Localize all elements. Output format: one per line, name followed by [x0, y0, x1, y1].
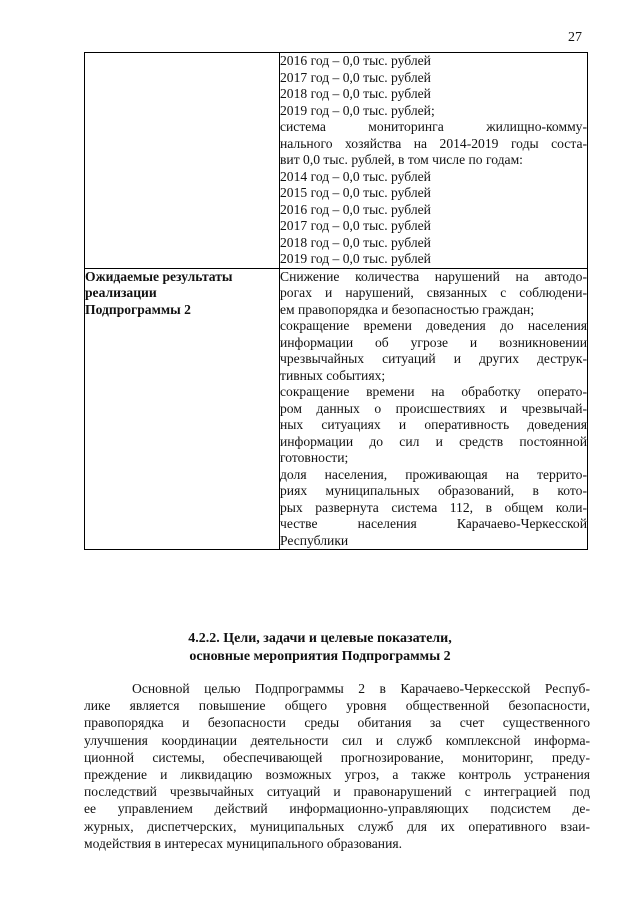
results-line: информации до сил и средств постоянной	[280, 433, 587, 449]
results-label-cell	[85, 268, 280, 550]
paragraph-line: Основной целью Подпрограммы 2 в Карачаево-Черкесской Респуб-	[132, 681, 590, 696]
section-heading	[0, 630, 640, 666]
financing-value-cell	[280, 53, 588, 269]
paragraph-line: модействия в интересах муниципального образования.	[84, 835, 403, 851]
paragraph-line: ее управлением действий информационно-управляющих подсистем де-	[84, 801, 590, 817]
results-line: чрезвычайных ситуаций и других деструк-	[280, 351, 587, 366]
results-line: информации об угрозе и возникновении	[280, 334, 587, 350]
results-line: Республики	[280, 532, 349, 548]
financing-line: 2016 год – 0,0 тыс. рублей	[280, 53, 431, 68]
results-label-line: реализации	[85, 285, 157, 300]
results-line: доля населения, проживающая на террито-	[280, 466, 587, 482]
results-line: рогах и нарушений, связанных с соблюдени-	[280, 285, 587, 300]
financing-line: 2016 год – 0,0 тыс. рублей	[280, 201, 431, 217]
results-line: тивных событиях;	[280, 367, 386, 383]
paragraph-line: последствий чрезвычайных ситуаций и правонарушений с интеграцией под	[84, 784, 590, 800]
financing-line: система мониторинга жилищно-комму-	[280, 119, 587, 134]
page-number: 27	[568, 30, 582, 45]
results-label-line: Ожидаемые результаты	[85, 268, 233, 284]
results-line: сокращение времени на обработку операто-	[280, 384, 587, 399]
financing-row	[85, 53, 588, 269]
financing-line: вит 0,0 тыс. рублей, в том числе по годам:	[280, 152, 523, 167]
section-heading-line: 4.2.2. Цели, задачи и целевые показатели,	[188, 631, 452, 646]
paragraph-line: лике является повышение общего уровня общественной безопасности,	[84, 698, 590, 714]
financing-line: 2015 год – 0,0 тыс. рублей	[280, 185, 431, 200]
paragraph-line: правопорядка и безопасности среды обитания за счет существенного	[84, 715, 590, 731]
financing-line: 2018 год – 0,0 тыс. рублей	[280, 234, 431, 250]
financing-line: 2014 год – 0,0 тыс. рублей	[280, 168, 431, 184]
program-passport-table	[84, 52, 588, 550]
financing-line: 2019 год – 0,0 тыс. рублей	[280, 251, 431, 266]
section-heading-line: основные мероприятия Подпрограммы 2	[189, 649, 451, 664]
financing-line: нального хозяйства на 2014-2019 годы соста-	[280, 135, 587, 151]
paragraph-line: преждение и ликвидацию возможных угроз, а также контроль устранения	[84, 767, 590, 783]
results-line: ем правопорядка и безопасностью граждан;	[280, 301, 535, 317]
paragraph-line: журных, диспетчерских, муниципальных служб для их оперативного взаи-	[84, 818, 590, 834]
financing-line: 2017 год – 0,0 тыс. рублей	[280, 218, 431, 233]
results-line: ром данных о происшествиях и чрезвычай-	[280, 400, 587, 416]
financing-line: 2018 год – 0,0 тыс. рублей	[280, 86, 431, 101]
financing-label-cell	[85, 53, 280, 269]
financing-line: 2017 год – 0,0 тыс. рублей	[280, 69, 431, 85]
results-label-line: Подпрограммы 2	[85, 301, 191, 317]
results-line: ных ситуациях и оперативность доведения	[280, 417, 587, 432]
paragraph-line: улучшения координации деятельности сил и служб комплексной информа-	[84, 732, 590, 748]
results-value-cell	[280, 268, 588, 550]
results-line: честве населения Карачаево-Черкесской	[280, 516, 587, 531]
paragraph-line: ционной системы, обеспечивающей прогнозирование, мониторинг, преду-	[84, 749, 590, 765]
results-row	[85, 268, 588, 550]
results-line: сокращение времени доведения до населения	[280, 318, 587, 333]
financing-line: 2019 год – 0,0 тыс. рублей;	[280, 102, 435, 118]
results-line: Снижение количества нарушений на автодо-	[280, 268, 587, 284]
results-line: риях муниципальных образований, в кото-	[280, 483, 587, 498]
results-line: готовности;	[280, 450, 349, 465]
results-line: рых развернута система 112, в общем коли-	[280, 499, 587, 515]
section-paragraph	[84, 680, 590, 852]
